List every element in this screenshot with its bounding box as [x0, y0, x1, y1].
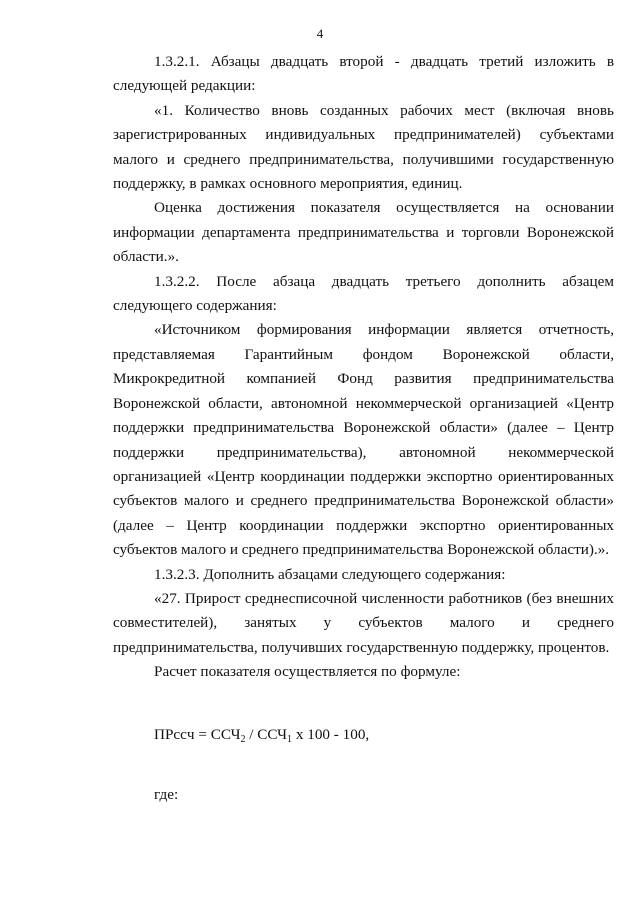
- paragraph-indicator-27: «27. Прирост среднесписочной численности работников (без внешних совместителей), занятых у субъектов малого и среднего предпринимательства, получивших государственную поддержку, процентов.: [113, 589, 614, 656]
- paragraph-indicator-1: «1. Количество вновь созданных рабочих мест (включая вновь зарегистрированных индивидуальных предпринимателей) субъектами малого и среднего предпринимательства, получившими государственную поддержку, в рамках основного мероприятия, единиц.: [113, 101, 614, 193]
- paragraph-1-3-2-1: 1.3.2.1. Абзацы двадцать второй - двадцать третий изложить в следующей редакции:: [113, 53, 614, 95]
- paragraph-1-3-2-3: 1.3.2.3. Дополнить абзацами следующего содержания:: [154, 565, 506, 583]
- formula-sub-1: 1: [287, 733, 293, 745]
- paragraph-1-3-2-2: 1.3.2.2. После абзаца двадцать третьего дополнить абзацем следующего содержания:: [113, 272, 614, 315]
- paragraph-formula-intro: Расчет показателя осуществляется по формуле:: [154, 663, 461, 681]
- where-label: где:: [154, 785, 179, 803]
- paragraph-assessment: Оценка достижения показателя осуществляется на основании информации департамента предпринимательства и торговли Воронежской области.».: [113, 199, 614, 266]
- paragraph-information-source: «Источником формирования информации является отчетность, представляемая Гарантийным фондом Воронежской области, Микрокредитной компанией Фонд развития предпринимательства Воронежской области, автономной некоммерческой организацией «Центр поддержки предпринимательства Воронежской области» (далее – Центр поддержки предпринимательства), автономной некоммерческой организацией «Центр координации поддержки экспортно ориентированных субъектов малого и среднего предпринимательства Воронежской области» (далее – Центр координации поддержки экспортно ориентированных субъектов малого и среднего предпринимательства Воронежской области).».: [113, 321, 614, 559]
- formula-mid: / ССЧ: [245, 725, 288, 743]
- formula-lhs: ПРсcч = ССЧ: [154, 725, 241, 743]
- formula: [113, 723, 614, 747]
- page-number: 4: [316, 26, 324, 41]
- formula-sub-2: 2: [240, 733, 246, 745]
- formula-rhs: х 100 - 100,: [292, 725, 370, 743]
- document-body: [113, 50, 614, 807]
